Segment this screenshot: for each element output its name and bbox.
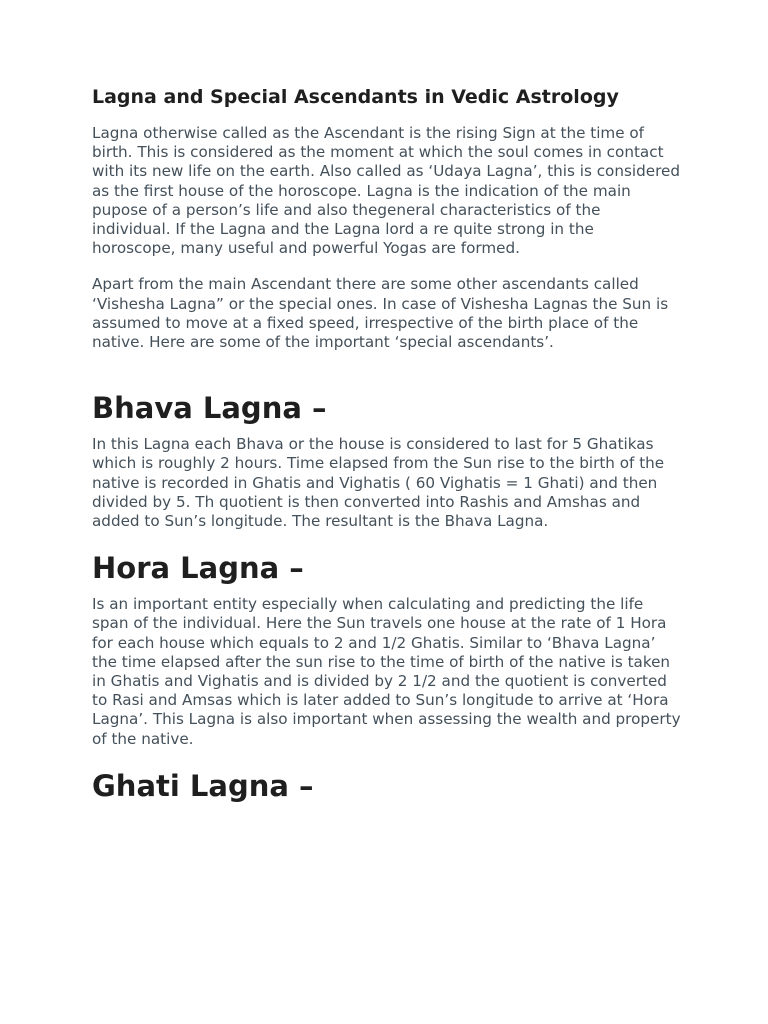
document-page: [92, 86, 682, 803]
intro-paragraph-1: Lagna otherwise called as the Ascendant is the rising Sign at the time of birth. This is considered as the moment at which the soul comes in contact with its new life on the earth. Also called as ‘Udaya Lagna’, this is considered as the first house of the horoscope. Lagna is the indication of the main pupose of a person’s life and also thegeneral characteristics of the individual. If the Lagna and the Lagna lord a re quite strong in the horoscope, many useful and powerful Yogas are formed.: [92, 124, 680, 258]
document-title: Lagna and Special Ascendants in Vedic Astrology: [92, 86, 619, 108]
section-body-bhava-lagna: In this Lagna each Bhava or the house is considered to last for 5 Ghatikas which is roughly 2 hours. Time elapsed from the Sun rise to the birth of the native is recorded in Ghatis and Vighatis ( 60 Vighatis = 1 Ghati) and then divided by 5. Th quotient is then converted into Rashis and Amshas and added to Sun’s longitude. The resultant is the Bhava Lagna.: [92, 435, 665, 531]
section-hora-lagna: [92, 551, 682, 749]
section-ghati-lagna: [92, 769, 682, 803]
section-bhava-lagna: [92, 391, 682, 531]
section-heading-hora-lagna: Hora Lagna –: [92, 551, 304, 586]
section-body-hora-lagna: Is an important entity especially when calculating and predicting the life span of the individual. Here the Sun travels one house at the rate of 1 Hora for each house which equals to 2 and 1/2 Ghatis. Similar to ‘Bhava Lagna’ the time elapsed after the sun rise to the time of birth of the native is taken in Ghatis and Vighatis and is divided by 2 1/2 and the quotient is converted to Rasi and Amsas which is later added to Sun’s longitude to arrive at ‘Hora Lagna’. This Lagna is also important when assessing the wealth and property of the native.: [92, 595, 681, 748]
section-heading-ghati-lagna: Ghati Lagna –: [92, 768, 314, 803]
intro-paragraph-2: Apart from the main Ascendant there are some other ascendants called ‘Vishesha Lagna” or the special ones. In case of Vishesha Lagnas the Sun is assumed to move at a fixed speed, irrespective of the birth place of the native. Here are some of the important ‘special ascendants’.: [92, 275, 669, 352]
section-heading-bhava-lagna: Bhava Lagna –: [92, 391, 327, 426]
